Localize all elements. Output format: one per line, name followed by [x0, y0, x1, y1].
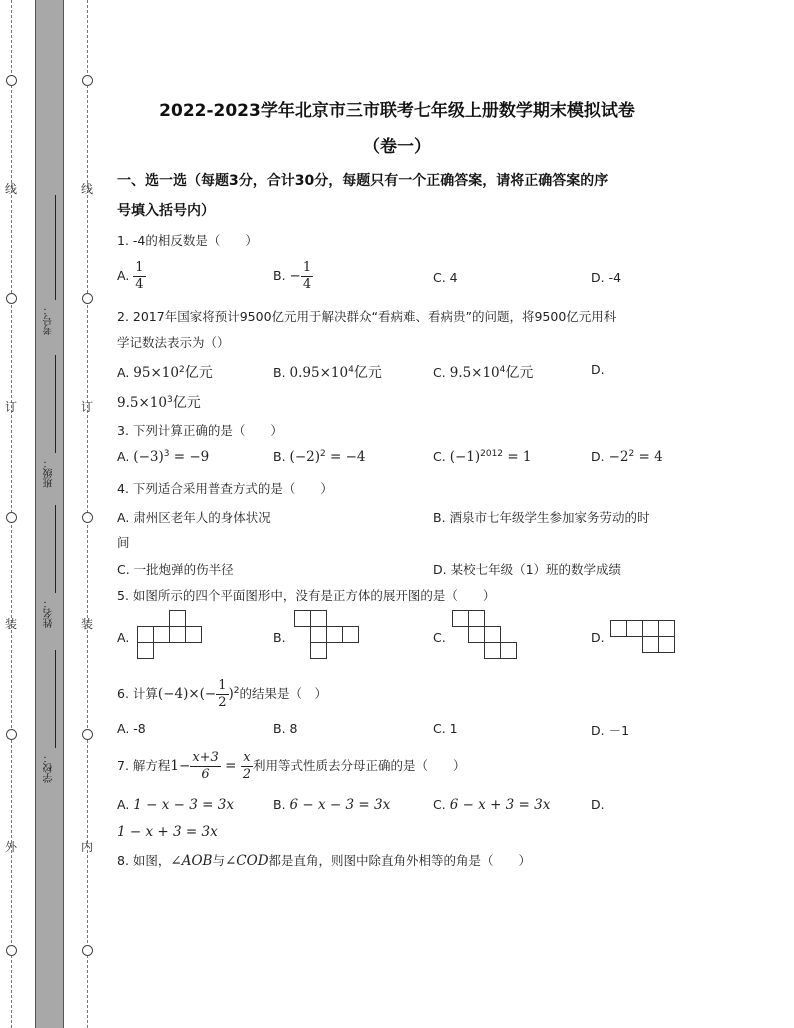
exponent: 2 [233, 685, 240, 696]
math-expr: (−1) [449, 449, 481, 466]
exam-number-field[interactable] [42, 195, 58, 340]
q6-option-c[interactable]: C. 1 [433, 721, 458, 736]
numerator: x [241, 750, 253, 767]
denominator: 2 [242, 767, 251, 782]
field-underline [55, 355, 56, 453]
question-5-stem: 5. 如图所示的四个平面图形中，没有是正方体的展开图的是（ ） [117, 588, 496, 603]
question-2-stem: 2. 2017年国家将预计9500亿元用于解决群众“看病难、看病贵”的问题，将9500亿元用科 [117, 309, 617, 324]
question-1-stem: 1. -4的相反数是（ ） [117, 233, 258, 248]
margin-char: 装 [4, 617, 17, 631]
q3-option-a[interactable] [117, 449, 209, 465]
field-underline [55, 505, 56, 593]
q7-option-b[interactable] [273, 797, 390, 813]
net-square [469, 611, 485, 627]
net-square [501, 643, 517, 659]
math-expr: (−3) [133, 449, 164, 466]
math-expr: 95×10 [133, 365, 179, 381]
net-square [611, 621, 627, 637]
q4-option-c[interactable]: C. 一批炮弹的伤半径 [117, 562, 234, 577]
q2-option-d-letter: D. [591, 362, 605, 377]
denominator: 6 [201, 767, 210, 782]
exponent: 4 [348, 364, 354, 375]
net-square [295, 611, 311, 627]
fraction [216, 678, 228, 711]
stem-text: 都是直角，则图中除直角外相等的角是（ ） [268, 853, 532, 868]
math-expr: 0.95×10 [289, 365, 349, 381]
option-letter: A. [117, 449, 130, 465]
section-heading: 号填入括号内） [117, 203, 215, 219]
exponent: 2 [319, 449, 326, 459]
q7-option-d[interactable] [117, 824, 218, 840]
q3-option-d[interactable] [591, 449, 663, 465]
name-field[interactable] [42, 505, 58, 640]
option-letter: C. [433, 365, 446, 380]
margin-char: 内 [80, 840, 93, 854]
q7-option-c[interactable] [433, 797, 550, 813]
q2-option-c[interactable] [433, 362, 533, 382]
net-square [485, 643, 501, 659]
field-label: 姓名： [44, 598, 55, 628]
field-label: 班级： [44, 458, 55, 488]
q1-option-a[interactable] [117, 260, 146, 293]
unit: 亿元 [172, 395, 201, 411]
net-square [154, 627, 170, 643]
option-letter: A. [117, 797, 130, 812]
stem-text: 8. 如图， [117, 853, 171, 868]
angle-symbol: ∠COD [224, 853, 269, 869]
numerator: x+3 [192, 750, 219, 765]
cube-net-b[interactable] [294, 610, 364, 662]
fraction [133, 260, 145, 293]
hole-circle [6, 512, 17, 523]
option-letter: C. [433, 449, 446, 465]
math-expr: −2 [608, 449, 629, 466]
unit: 亿元 [184, 365, 213, 381]
question-8-stem [117, 851, 531, 869]
q4-option-a[interactable]: A. 肃州区老年人的身体状况 [117, 510, 271, 525]
fraction [241, 750, 253, 783]
question-7-stem [117, 750, 466, 783]
net-square [643, 637, 659, 653]
exponent: 3 [163, 449, 170, 459]
math-expr: 9.5×10 [117, 395, 167, 411]
minus-sign: − [289, 268, 301, 284]
net-square [643, 621, 659, 637]
net-square [170, 627, 186, 643]
field-label: 考号： [44, 305, 55, 335]
q3-option-b[interactable] [273, 449, 366, 465]
field-label: 学校： [44, 753, 55, 783]
section-heading: 一、选一选（每题3分，合计30分，每题只有一个正确答案，请将正确答案的序 [117, 173, 609, 189]
net-square [170, 611, 186, 627]
q1-option-c[interactable]: C. 4 [433, 270, 458, 285]
net-square [659, 621, 675, 637]
math-expr: = −4 [325, 449, 366, 466]
net-square [311, 627, 327, 643]
q4-option-d[interactable]: D. 某校七年级（1）班的数学成绩 [433, 562, 622, 577]
exponent: 2 [628, 449, 635, 459]
net-square [138, 627, 154, 643]
q1-option-b[interactable] [273, 260, 313, 293]
option-letter: D. [591, 449, 605, 465]
q2-option-b[interactable] [273, 362, 382, 382]
question-4-stem: 4. 下列适合采用普查方式的是（ ） [117, 481, 333, 496]
q7-option-d-letter: D. [591, 797, 605, 812]
denominator: 4 [302, 277, 312, 292]
hole-circle [82, 75, 93, 86]
field-underline [55, 195, 56, 300]
exponent: 2 [178, 364, 185, 375]
question-2-stem: 学记数法表示为（） [117, 335, 230, 350]
denominator: 4 [135, 277, 144, 292]
math-expr: 6 − x + 3 = 3x [449, 797, 551, 813]
net-square [138, 643, 154, 659]
net-square [327, 627, 343, 643]
math-expr: ) [228, 686, 234, 702]
math-expr: 9.5×10 [449, 365, 500, 381]
stem-text: 利用等式性质去分母正确的是（ ） [253, 758, 466, 773]
option-letter: A. [117, 365, 130, 380]
option-letter: B. [273, 268, 286, 283]
cube-net-d[interactable] [610, 620, 680, 656]
math-expr: 1 − x + 3 = 3x [117, 824, 218, 840]
q6-option-a[interactable]: A. -8 [117, 721, 146, 736]
hole-circle [82, 512, 93, 523]
net-square [343, 627, 359, 643]
math-expr: = −9 [169, 449, 210, 466]
stem-text: 7. 解方程 [117, 758, 171, 773]
net-square [627, 621, 643, 637]
page-title: 2022-2023学年北京市三市联考七年级上册数学期末模拟试卷 [159, 101, 635, 121]
net-square [311, 611, 327, 627]
question-6-stem [117, 678, 327, 711]
net-square [469, 627, 485, 643]
net-square [485, 627, 501, 643]
unit: 亿元 [505, 365, 534, 381]
margin-char: 线 [80, 182, 93, 196]
q5-option-a-label: A. [117, 630, 130, 645]
fraction [301, 260, 313, 293]
cube-net-c[interactable] [452, 610, 522, 662]
numerator: 1 [218, 678, 227, 693]
margin-char: 线 [4, 182, 17, 196]
net-square [659, 637, 675, 653]
q1-option-d[interactable]: D. -4 [591, 270, 622, 285]
stem-text: 的结果是（ ） [239, 686, 328, 701]
net-square [311, 643, 327, 659]
cube-net-a[interactable] [136, 610, 206, 662]
margin-char: 装 [80, 617, 93, 631]
math-expr: (−2) [289, 449, 320, 466]
stem-text: 与 [212, 853, 225, 868]
option-letter: C. [433, 797, 446, 812]
q7-option-a[interactable] [117, 797, 234, 813]
class-field[interactable] [42, 355, 58, 495]
math-expr: 6 − x − 3 = 3x [289, 797, 391, 813]
margin-char: 订 [80, 400, 93, 414]
net-square [453, 611, 469, 627]
q5-option-d-label: D. [591, 630, 605, 645]
hole-circle [82, 293, 93, 304]
field-underline [55, 650, 56, 748]
q6-option-d[interactable]: D. －1 [591, 723, 630, 738]
hole-circle [6, 945, 17, 956]
q3-option-c[interactable] [433, 449, 532, 465]
math-expr: = [220, 758, 241, 774]
q4-option-b[interactable]: B. 酒泉市七年级学生参加家务劳动的时 [433, 510, 650, 525]
hole-circle [82, 945, 93, 956]
option-letter: B. [273, 365, 286, 380]
hole-circle [6, 729, 17, 740]
option-letter: B. [273, 797, 286, 812]
option-letter: A. [117, 268, 130, 283]
angle-symbol: ∠AOB [170, 853, 213, 869]
school-field[interactable] [42, 650, 58, 790]
page-subtitle: （卷一） [363, 137, 431, 157]
exponent: 2012 [480, 449, 504, 459]
math-expr: 1− [170, 758, 191, 774]
q2-option-a[interactable] [117, 362, 213, 382]
numerator: 1 [302, 260, 312, 275]
margin-char: 外 [4, 840, 17, 854]
question-3-stem: 3. 下列计算正确的是（ ） [117, 423, 283, 438]
exponent: 3 [166, 394, 173, 405]
exponent: 4 [499, 364, 506, 375]
math-expr: = 4 [634, 449, 663, 466]
q2-option-d[interactable] [117, 392, 201, 412]
hole-circle [6, 75, 17, 86]
math-expr: = 1 [503, 449, 532, 466]
stem-text: 6. 计算 [117, 686, 158, 701]
q5-option-c-label: C. [433, 630, 446, 645]
math-expr: 1 − x − 3 = 3x [133, 797, 234, 813]
numerator: 1 [135, 260, 144, 275]
margin-char: 订 [4, 400, 17, 414]
denominator: 2 [218, 695, 227, 710]
q5-option-b-label: B. [273, 630, 286, 645]
math-expr: (−4)×(− [157, 686, 217, 702]
q6-option-b[interactable]: B. 8 [273, 721, 298, 736]
net-square [186, 627, 202, 643]
hole-circle [82, 729, 93, 740]
option-letter: B. [273, 449, 286, 465]
unit: 亿元 [353, 365, 382, 381]
fraction [190, 750, 221, 783]
hole-circle [6, 293, 17, 304]
q4-option-b-cont: 间 [117, 535, 130, 550]
